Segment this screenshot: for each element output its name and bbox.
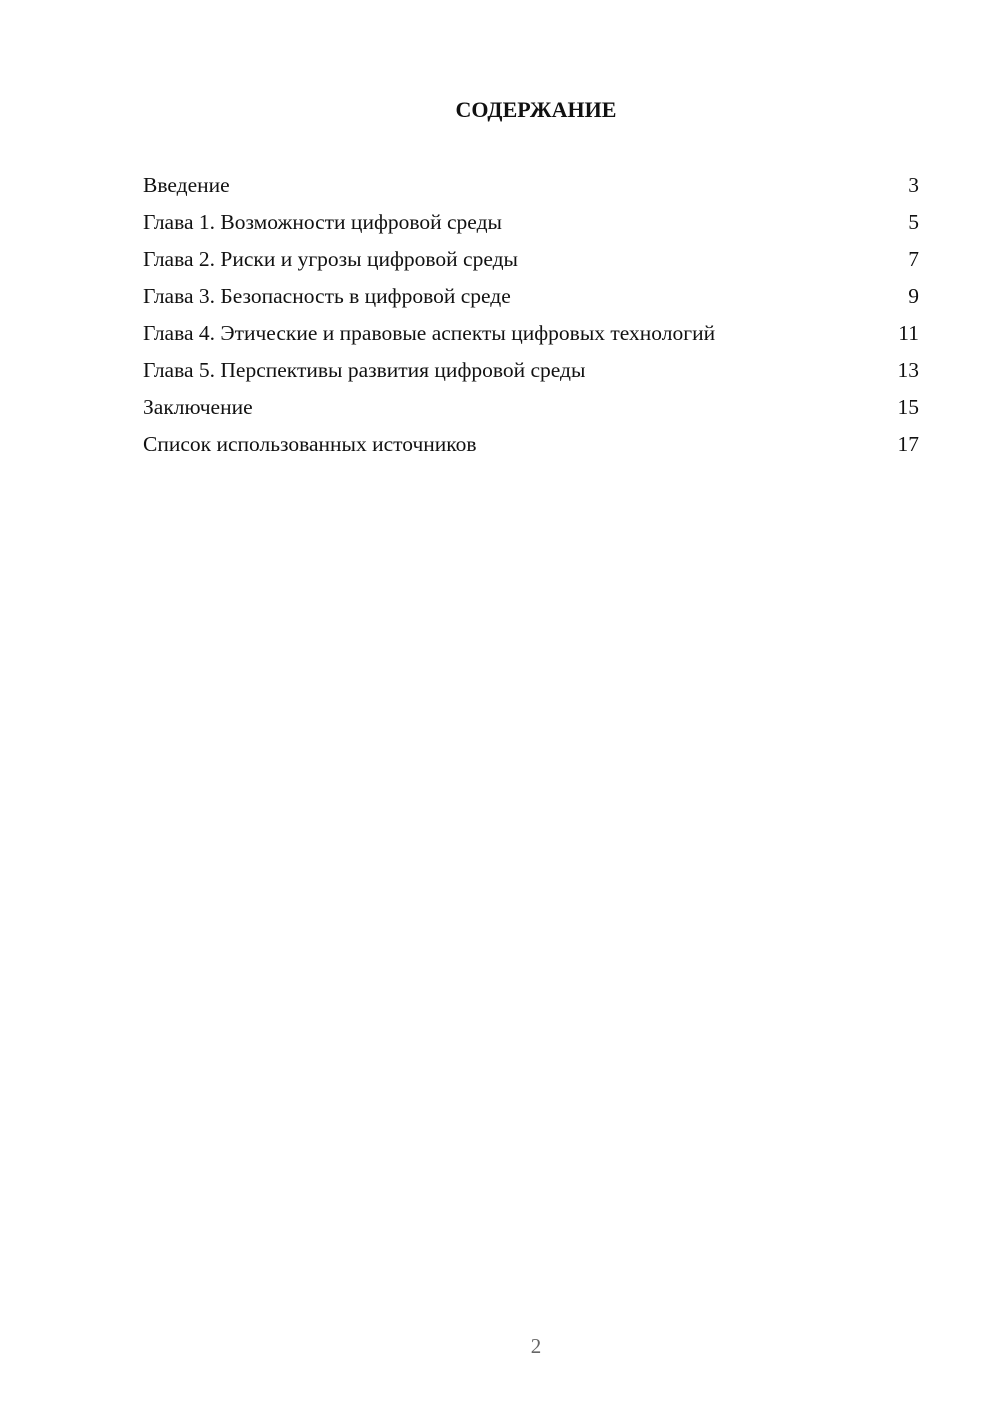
toc-entry-chapter-4 <box>143 318 919 355</box>
toc-entry-page-number: 13 <box>897 358 919 382</box>
toc-entry-page-number: 9 <box>908 284 919 308</box>
toc-entry-title: Глава 5. Перспективы развития цифровой среды <box>143 358 586 382</box>
toc-entry-page-number: 3 <box>908 173 919 197</box>
page-number: 2 <box>530 1334 542 1358</box>
toc-entry-page-number: 7 <box>908 247 919 271</box>
toc-entry-chapter-2 <box>143 244 919 281</box>
toc-entry-chapter-1 <box>143 207 919 244</box>
toc-entry-chapter-3 <box>143 281 919 318</box>
toc-entry-title: Глава 4. Этические и правовые аспекты цифровых технологий <box>143 321 716 345</box>
table-of-contents <box>143 170 919 466</box>
toc-entry-references <box>143 429 919 466</box>
toc-entry-title: Глава 3. Безопасность в цифровой среде <box>143 284 511 308</box>
toc-entry-page-number: 17 <box>897 432 919 456</box>
toc-entry-introduction <box>143 170 919 207</box>
toc-entry-title: Список использованных источников <box>143 432 477 456</box>
toc-entry-page-number: 5 <box>908 210 919 234</box>
toc-entry-conclusion <box>143 392 919 429</box>
toc-entry-chapter-5 <box>143 355 919 392</box>
toc-entry-page-number: 11 <box>898 321 919 345</box>
toc-heading: СОДЕРЖАНИЕ <box>455 97 617 122</box>
toc-entry-title: Заключение <box>143 395 253 419</box>
toc-entry-title: Введение <box>143 173 230 197</box>
toc-entry-page-number: 15 <box>897 395 919 419</box>
toc-entry-title: Глава 1. Возможности цифровой среды <box>143 210 502 234</box>
toc-entry-title: Глава 2. Риски и угрозы цифровой среды <box>143 247 518 271</box>
